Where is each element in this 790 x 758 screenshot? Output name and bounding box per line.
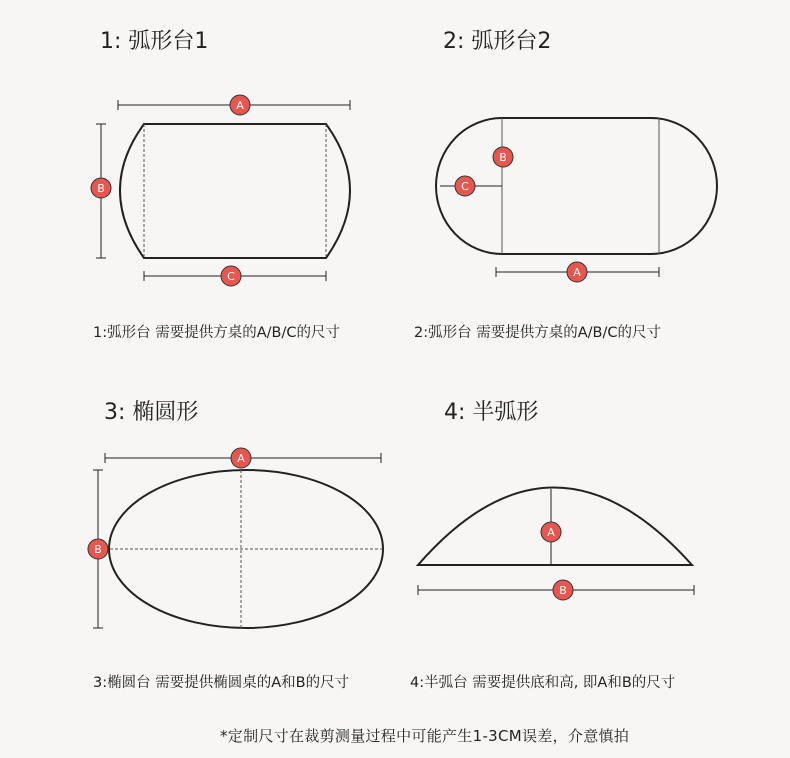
shape-1-badge-b	[91, 178, 111, 198]
shape-4-badge-a-text: A	[547, 526, 555, 539]
shape-2-badge-c	[455, 176, 475, 196]
shape-2-badge-b-text: B	[499, 151, 507, 164]
shape-1-outline	[120, 124, 350, 258]
shape-3-badge-b	[88, 539, 108, 559]
shape-1-badge-c-text: C	[227, 270, 235, 283]
shape-3-badge-a-text: A	[237, 452, 245, 465]
shape-2-badge-c-text: C	[461, 180, 469, 193]
shape-4-badge-a	[541, 522, 561, 542]
shape-3-caption: 3:椭圆台 需要提供椭圆桌的A和B的尺寸	[93, 675, 350, 691]
shape-3-title: 3: 椭圆形	[104, 400, 199, 425]
shape-3-badge-b-text: B	[94, 543, 102, 556]
shape-4-title: 4: 半弧形	[444, 400, 539, 425]
shape-2-title: 2: 弧形台2	[443, 29, 552, 54]
shape-4-badge-b-text: B	[559, 584, 567, 597]
shape-2-badge-a-text: A	[573, 266, 581, 279]
shape-2-badge-b	[493, 147, 513, 167]
shape-4-badge-b	[553, 580, 573, 600]
shape-1-badge-b-text: B	[97, 182, 105, 195]
shape-2-caption: 2:弧形台 需要提供方桌的A/B/C的尺寸	[414, 325, 661, 341]
shape-4-caption: 4:半弧台 需要提供底和高, 即A和B的尺寸	[410, 675, 676, 691]
shape-3-badge-a	[231, 448, 251, 468]
shape-1-badge-a	[230, 95, 250, 115]
shape-2-diagram	[436, 118, 717, 282]
footnote: *定制尺寸在裁剪测量过程中可能产生1-3CM误差，介意慎拍	[220, 727, 630, 745]
shape-1-diagram	[91, 95, 350, 286]
shape-1-caption: 1:弧形台 需要提供方桌的A/B/C的尺寸	[93, 325, 340, 341]
shape-1-title: 1: 弧形台1	[100, 29, 209, 54]
shape-4-diagram	[418, 488, 694, 601]
shape-1-badge-c	[221, 266, 241, 286]
shape-2-badge-a	[567, 262, 587, 282]
shape-3-diagram	[88, 448, 383, 628]
shape-1-badge-a-text: A	[236, 99, 244, 112]
